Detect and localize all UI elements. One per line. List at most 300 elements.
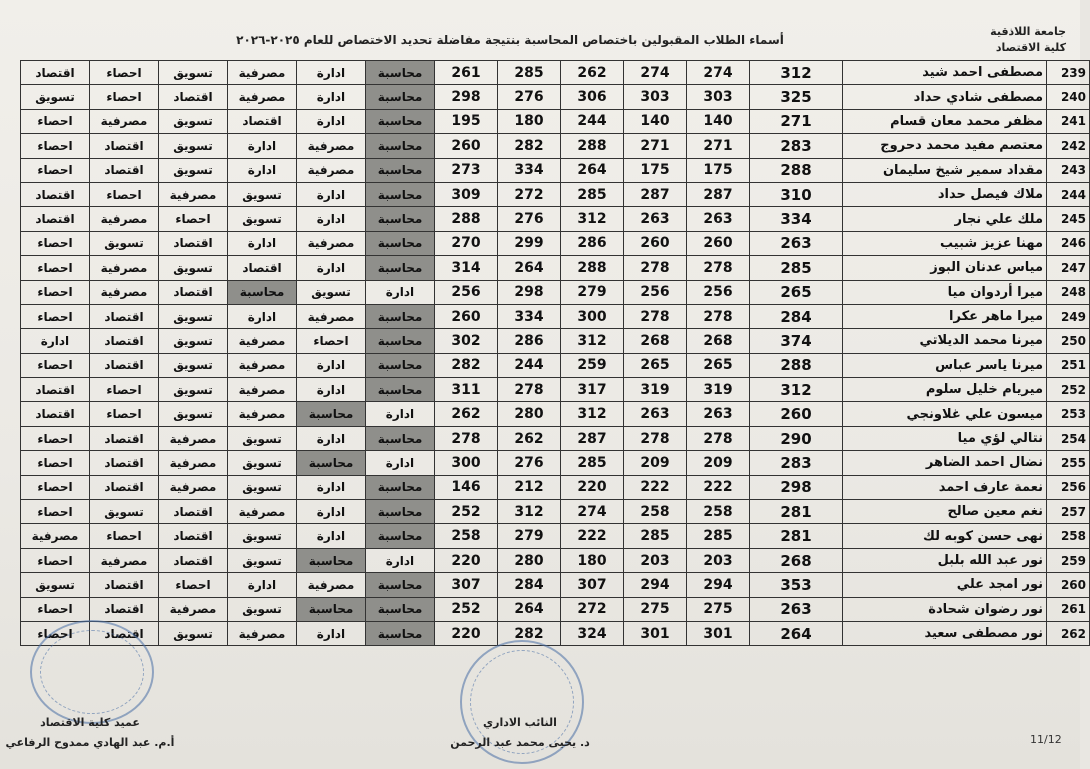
- preference-cell: تسويق: [228, 548, 297, 572]
- score-cell: 220: [435, 548, 498, 572]
- score-cell: 276: [498, 451, 561, 475]
- preference-cell: تسويق: [228, 597, 297, 621]
- score-cell: 222: [687, 475, 750, 499]
- preference-cell: مصرفية: [228, 85, 297, 109]
- table-row: [21, 134, 1090, 158]
- table-row: [21, 573, 1090, 597]
- preference-cell: محاسبة: [366, 500, 435, 524]
- preference-cell: احصاء: [21, 451, 90, 475]
- score-cell: 263: [687, 402, 750, 426]
- score-cell: 285: [561, 182, 624, 206]
- page-title: أسماء الطلاب المقبولين باختصاص المحاسبة بنتيجة مفاضلة تحديد الاختصاص للعام ٢٠٢٥-٢٠٢٦: [236, 33, 784, 47]
- preference-cell: ادارة: [366, 402, 435, 426]
- table-row: [21, 548, 1090, 572]
- preference-cell: ادارة: [297, 256, 366, 280]
- row-number: 252: [1047, 378, 1090, 402]
- preference-cell: احصاء: [90, 378, 159, 402]
- total-score: 325: [750, 85, 843, 109]
- student-name: نضال احمد الضاهر: [843, 451, 1047, 475]
- score-cell: 264: [561, 158, 624, 182]
- total-score: 263: [750, 597, 843, 621]
- preference-cell: ادارة: [228, 134, 297, 158]
- preference-cell: اقتصاد: [21, 61, 90, 85]
- score-cell: 287: [624, 182, 687, 206]
- preference-cell: تسويق: [228, 524, 297, 548]
- preference-cell: ادارة: [228, 304, 297, 328]
- score-cell: 294: [624, 573, 687, 597]
- table-row: [21, 378, 1090, 402]
- score-cell: 260: [435, 304, 498, 328]
- score-cell: 195: [435, 109, 498, 133]
- table-row: [21, 451, 1090, 475]
- preference-cell: مصرفية: [297, 158, 366, 182]
- university-name: جامعة اللاذقية: [990, 25, 1066, 38]
- preference-cell: محاسبة: [366, 573, 435, 597]
- score-cell: 288: [435, 207, 498, 231]
- score-cell: 244: [498, 353, 561, 377]
- preference-cell: مصرفية: [228, 500, 297, 524]
- preference-cell: احصاء: [21, 109, 90, 133]
- preference-cell: تسويق: [159, 378, 228, 402]
- score-cell: 312: [498, 500, 561, 524]
- students-table: [20, 60, 1090, 646]
- row-number: 253: [1047, 402, 1090, 426]
- score-cell: 203: [687, 548, 750, 572]
- score-cell: 278: [435, 426, 498, 450]
- score-cell: 180: [498, 109, 561, 133]
- preference-cell: محاسبة: [366, 353, 435, 377]
- score-cell: 285: [498, 61, 561, 85]
- preference-cell: تسويق: [159, 134, 228, 158]
- official-stamp-left: [30, 620, 154, 724]
- preference-cell: تسويق: [159, 402, 228, 426]
- preference-cell: مصرفية: [90, 548, 159, 572]
- score-cell: 278: [687, 304, 750, 328]
- preference-cell: احصاء: [90, 61, 159, 85]
- score-cell: 309: [435, 182, 498, 206]
- score-cell: 260: [687, 231, 750, 255]
- preference-cell: تسويق: [159, 329, 228, 353]
- preference-cell: اقتصاد: [21, 378, 90, 402]
- score-cell: 301: [624, 621, 687, 645]
- score-cell: 258: [687, 500, 750, 524]
- score-cell: 280: [498, 402, 561, 426]
- preference-cell: اقتصاد: [159, 231, 228, 255]
- row-number: 256: [1047, 475, 1090, 499]
- score-cell: 275: [687, 597, 750, 621]
- score-cell: 298: [435, 85, 498, 109]
- score-cell: 262: [435, 402, 498, 426]
- score-cell: 270: [435, 231, 498, 255]
- preference-cell: مصرفية: [159, 597, 228, 621]
- student-name: مصطفى احمد شيد: [843, 61, 1047, 85]
- score-cell: 252: [435, 500, 498, 524]
- preference-cell: مصرفية: [228, 621, 297, 645]
- score-cell: 180: [561, 548, 624, 572]
- table-row: [21, 256, 1090, 280]
- row-number: 246: [1047, 231, 1090, 255]
- table-row: [21, 402, 1090, 426]
- student-name: ملاك فيصل حداد: [843, 182, 1047, 206]
- score-cell: 282: [498, 621, 561, 645]
- preference-cell: محاسبة: [297, 548, 366, 572]
- preference-cell: اقتصاد: [90, 451, 159, 475]
- preference-cell: ادارة: [366, 548, 435, 572]
- student-name: ميريام خليل سلوم: [843, 378, 1047, 402]
- score-cell: 222: [561, 524, 624, 548]
- preference-cell: ادارة: [297, 182, 366, 206]
- total-score: 353: [750, 573, 843, 597]
- total-score: 281: [750, 524, 843, 548]
- score-cell: 244: [561, 109, 624, 133]
- score-cell: 319: [624, 378, 687, 402]
- total-score: 290: [750, 426, 843, 450]
- preference-cell: مصرفية: [297, 304, 366, 328]
- preference-cell: محاسبة: [366, 109, 435, 133]
- score-cell: 280: [498, 548, 561, 572]
- score-cell: 300: [435, 451, 498, 475]
- preference-cell: محاسبة: [366, 524, 435, 548]
- total-score: 310: [750, 182, 843, 206]
- preference-cell: ادارة: [297, 85, 366, 109]
- preference-cell: مصرفية: [90, 109, 159, 133]
- preference-cell: تسويق: [90, 231, 159, 255]
- score-cell: 263: [624, 207, 687, 231]
- student-name: مظفر محمد معان قسام: [843, 109, 1047, 133]
- preference-cell: تسويق: [159, 304, 228, 328]
- score-cell: 312: [561, 207, 624, 231]
- preference-cell: ادارة: [228, 573, 297, 597]
- score-cell: 268: [624, 329, 687, 353]
- score-cell: 220: [561, 475, 624, 499]
- student-name: ملك علي نجار: [843, 207, 1047, 231]
- score-cell: 209: [687, 451, 750, 475]
- preference-cell: محاسبة: [366, 134, 435, 158]
- total-score: 312: [750, 378, 843, 402]
- score-cell: 282: [435, 353, 498, 377]
- preference-cell: محاسبة: [366, 378, 435, 402]
- preference-cell: اقتصاد: [90, 329, 159, 353]
- score-cell: 317: [561, 378, 624, 402]
- score-cell: 256: [624, 280, 687, 304]
- total-score: 271: [750, 109, 843, 133]
- admin-name: د. يحيى محمد عبد الرحمن: [450, 736, 590, 749]
- total-score: 298: [750, 475, 843, 499]
- score-cell: 276: [498, 207, 561, 231]
- score-cell: 140: [624, 109, 687, 133]
- preference-cell: اقتصاد: [90, 621, 159, 645]
- row-number: 247: [1047, 256, 1090, 280]
- preference-cell: مصرفية: [90, 207, 159, 231]
- score-cell: 274: [561, 500, 624, 524]
- table-row: [21, 109, 1090, 133]
- total-score: 312: [750, 61, 843, 85]
- score-cell: 286: [561, 231, 624, 255]
- score-cell: 272: [561, 597, 624, 621]
- total-score: 334: [750, 207, 843, 231]
- score-cell: 284: [498, 573, 561, 597]
- score-cell: 302: [435, 329, 498, 353]
- score-cell: 314: [435, 256, 498, 280]
- preference-cell: احصاء: [21, 426, 90, 450]
- row-number: 258: [1047, 524, 1090, 548]
- preference-cell: مصرفية: [228, 353, 297, 377]
- preference-cell: احصاء: [90, 85, 159, 109]
- admin-signature: [420, 716, 620, 750]
- preference-cell: ادارة: [297, 378, 366, 402]
- table-row: [21, 353, 1090, 377]
- score-cell: 278: [498, 378, 561, 402]
- score-cell: 312: [561, 402, 624, 426]
- score-cell: 274: [687, 61, 750, 85]
- score-cell: 294: [687, 573, 750, 597]
- preference-cell: محاسبة: [366, 231, 435, 255]
- preference-cell: مصرفية: [21, 524, 90, 548]
- preference-cell: اقتصاد: [90, 426, 159, 450]
- score-cell: 278: [687, 426, 750, 450]
- score-cell: 263: [624, 402, 687, 426]
- student-name: معتصم مفيد محمد دحروج: [843, 134, 1047, 158]
- table-row: [21, 426, 1090, 450]
- preference-cell: تسويق: [159, 61, 228, 85]
- table-row: [21, 304, 1090, 328]
- preference-cell: تسويق: [21, 85, 90, 109]
- score-cell: 275: [624, 597, 687, 621]
- score-cell: 140: [687, 109, 750, 133]
- preference-cell: محاسبة: [297, 402, 366, 426]
- preference-cell: احصاء: [21, 134, 90, 158]
- preference-cell: تسويق: [21, 573, 90, 597]
- dean-name: أ.م. عبد الهادي ممدوح الرفاعي: [5, 736, 175, 749]
- preference-cell: محاسبة: [228, 280, 297, 304]
- preference-cell: ادارة: [297, 109, 366, 133]
- score-cell: 276: [498, 85, 561, 109]
- students-table-body: [21, 61, 1090, 646]
- faculty-name: كلية الاقتصاد: [995, 41, 1066, 54]
- preference-cell: مصرفية: [297, 573, 366, 597]
- total-score: 288: [750, 158, 843, 182]
- table-row: [21, 475, 1090, 499]
- preference-cell: مصرفية: [228, 378, 297, 402]
- preference-cell: ادارة: [297, 524, 366, 548]
- total-score: 283: [750, 134, 843, 158]
- score-cell: 212: [498, 475, 561, 499]
- preference-cell: محاسبة: [366, 182, 435, 206]
- row-number: 243: [1047, 158, 1090, 182]
- students-table-wrapper: [20, 60, 1086, 646]
- preference-cell: مصرفية: [228, 402, 297, 426]
- student-name: نغم معين صالح: [843, 500, 1047, 524]
- score-cell: 274: [624, 61, 687, 85]
- row-number: 242: [1047, 134, 1090, 158]
- preference-cell: ادارة: [297, 207, 366, 231]
- preference-cell: ادارة: [297, 475, 366, 499]
- score-cell: 303: [687, 85, 750, 109]
- student-name: مياس عدنان البوز: [843, 256, 1047, 280]
- score-cell: 175: [624, 158, 687, 182]
- score-cell: 209: [624, 451, 687, 475]
- dean-signature: [0, 716, 180, 750]
- preference-cell: احصاء: [90, 524, 159, 548]
- row-number: 259: [1047, 548, 1090, 572]
- score-cell: 334: [498, 304, 561, 328]
- student-name: مقداد سمير شيخ سليمان: [843, 158, 1047, 182]
- student-name: ميرا ماهر عكرا: [843, 304, 1047, 328]
- preference-cell: احصاء: [21, 304, 90, 328]
- total-score: 268: [750, 548, 843, 572]
- total-score: 285: [750, 256, 843, 280]
- preference-cell: احصاء: [21, 231, 90, 255]
- student-name: نعمة عارف احمد: [843, 475, 1047, 499]
- preference-cell: احصاء: [90, 402, 159, 426]
- score-cell: 288: [561, 256, 624, 280]
- score-cell: 264: [498, 256, 561, 280]
- preference-cell: اقتصاد: [90, 134, 159, 158]
- score-cell: 285: [624, 524, 687, 548]
- preference-cell: مصرفية: [297, 231, 366, 255]
- preference-cell: ادارة: [297, 426, 366, 450]
- preference-cell: ادارة: [366, 280, 435, 304]
- preference-cell: اقتصاد: [159, 85, 228, 109]
- preference-cell: محاسبة: [366, 207, 435, 231]
- student-name: ميرنا محمد الديلاتي: [843, 329, 1047, 353]
- row-number: 254: [1047, 426, 1090, 450]
- score-cell: 146: [435, 475, 498, 499]
- student-name: ميسون علي غلاونجي: [843, 402, 1047, 426]
- preference-cell: مصرفية: [159, 451, 228, 475]
- preference-cell: مصرفية: [228, 329, 297, 353]
- preference-cell: محاسبة: [366, 158, 435, 182]
- score-cell: 278: [624, 256, 687, 280]
- score-cell: 265: [624, 353, 687, 377]
- preference-cell: تسويق: [297, 280, 366, 304]
- table-row: [21, 329, 1090, 353]
- preference-cell: اقتصاد: [21, 182, 90, 206]
- preference-cell: تسويق: [159, 621, 228, 645]
- score-cell: 256: [687, 280, 750, 304]
- preference-cell: محاسبة: [366, 597, 435, 621]
- preference-cell: تسويق: [228, 426, 297, 450]
- preference-cell: محاسبة: [297, 451, 366, 475]
- score-cell: 301: [687, 621, 750, 645]
- student-name: نهى حسن كوبه لك: [843, 524, 1047, 548]
- preference-cell: اقتصاد: [159, 500, 228, 524]
- score-cell: 256: [435, 280, 498, 304]
- table-row: [21, 182, 1090, 206]
- score-cell: 271: [687, 134, 750, 158]
- preference-cell: احصاء: [297, 329, 366, 353]
- row-number: 257: [1047, 500, 1090, 524]
- score-cell: 258: [624, 500, 687, 524]
- total-score: 260: [750, 402, 843, 426]
- student-name: ميرنا ياسر عباس: [843, 353, 1047, 377]
- preference-cell: مصرفية: [159, 475, 228, 499]
- score-cell: 278: [687, 256, 750, 280]
- preference-cell: اقتصاد: [228, 256, 297, 280]
- score-cell: 282: [498, 134, 561, 158]
- score-cell: 285: [687, 524, 750, 548]
- score-cell: 303: [624, 85, 687, 109]
- preference-cell: ادارة: [297, 353, 366, 377]
- total-score: 264: [750, 621, 843, 645]
- total-score: 265: [750, 280, 843, 304]
- preference-cell: اقتصاد: [21, 402, 90, 426]
- score-cell: 299: [498, 231, 561, 255]
- preference-cell: ادارة: [297, 61, 366, 85]
- score-cell: 278: [624, 304, 687, 328]
- preference-cell: اقتصاد: [21, 207, 90, 231]
- score-cell: 324: [561, 621, 624, 645]
- preference-cell: اقتصاد: [90, 304, 159, 328]
- score-cell: 285: [561, 451, 624, 475]
- preference-cell: محاسبة: [366, 304, 435, 328]
- preference-cell: احصاء: [21, 280, 90, 304]
- total-score: 283: [750, 451, 843, 475]
- row-number: 240: [1047, 85, 1090, 109]
- total-score: 281: [750, 500, 843, 524]
- table-row: [21, 61, 1090, 85]
- table-row: [21, 597, 1090, 621]
- preference-cell: مصرفية: [159, 182, 228, 206]
- row-number: 261: [1047, 597, 1090, 621]
- preference-cell: اقتصاد: [90, 158, 159, 182]
- preference-cell: احصاء: [90, 182, 159, 206]
- preference-cell: محاسبة: [366, 61, 435, 85]
- score-cell: 300: [561, 304, 624, 328]
- score-cell: 298: [498, 280, 561, 304]
- score-cell: 307: [561, 573, 624, 597]
- preference-cell: مصرفية: [90, 256, 159, 280]
- preference-cell: محاسبة: [366, 256, 435, 280]
- score-cell: 319: [687, 378, 750, 402]
- preference-cell: محاسبة: [366, 475, 435, 499]
- score-cell: 252: [435, 597, 498, 621]
- page-number: 11/12: [1030, 733, 1062, 746]
- student-name: مصطفى شادي حداد: [843, 85, 1047, 109]
- score-cell: 306: [561, 85, 624, 109]
- score-cell: 278: [624, 426, 687, 450]
- score-cell: 286: [498, 329, 561, 353]
- preference-cell: ادارة: [21, 329, 90, 353]
- student-name: نور عبد الله بلبل: [843, 548, 1047, 572]
- score-cell: 265: [687, 353, 750, 377]
- student-name: مهنا عزيز شبيب: [843, 231, 1047, 255]
- score-cell: 203: [624, 548, 687, 572]
- score-cell: 287: [561, 426, 624, 450]
- preference-cell: محاسبة: [366, 426, 435, 450]
- score-cell: 261: [435, 61, 498, 85]
- preference-cell: مصرفية: [90, 280, 159, 304]
- row-number: 251: [1047, 353, 1090, 377]
- preference-cell: اقتصاد: [90, 573, 159, 597]
- table-row: [21, 524, 1090, 548]
- preference-cell: تسويق: [228, 182, 297, 206]
- preference-cell: محاسبة: [297, 597, 366, 621]
- preference-cell: احصاء: [21, 158, 90, 182]
- score-cell: 288: [561, 134, 624, 158]
- score-cell: 272: [498, 182, 561, 206]
- preference-cell: اقتصاد: [159, 280, 228, 304]
- preference-cell: اقتصاد: [90, 597, 159, 621]
- score-cell: 279: [498, 524, 561, 548]
- table-row: [21, 231, 1090, 255]
- preference-cell: ادارة: [366, 451, 435, 475]
- preference-cell: احصاء: [21, 597, 90, 621]
- preference-cell: ادارة: [297, 500, 366, 524]
- preference-cell: مصرفية: [159, 426, 228, 450]
- table-row: [21, 500, 1090, 524]
- student-name: نتالي لؤي ميا: [843, 426, 1047, 450]
